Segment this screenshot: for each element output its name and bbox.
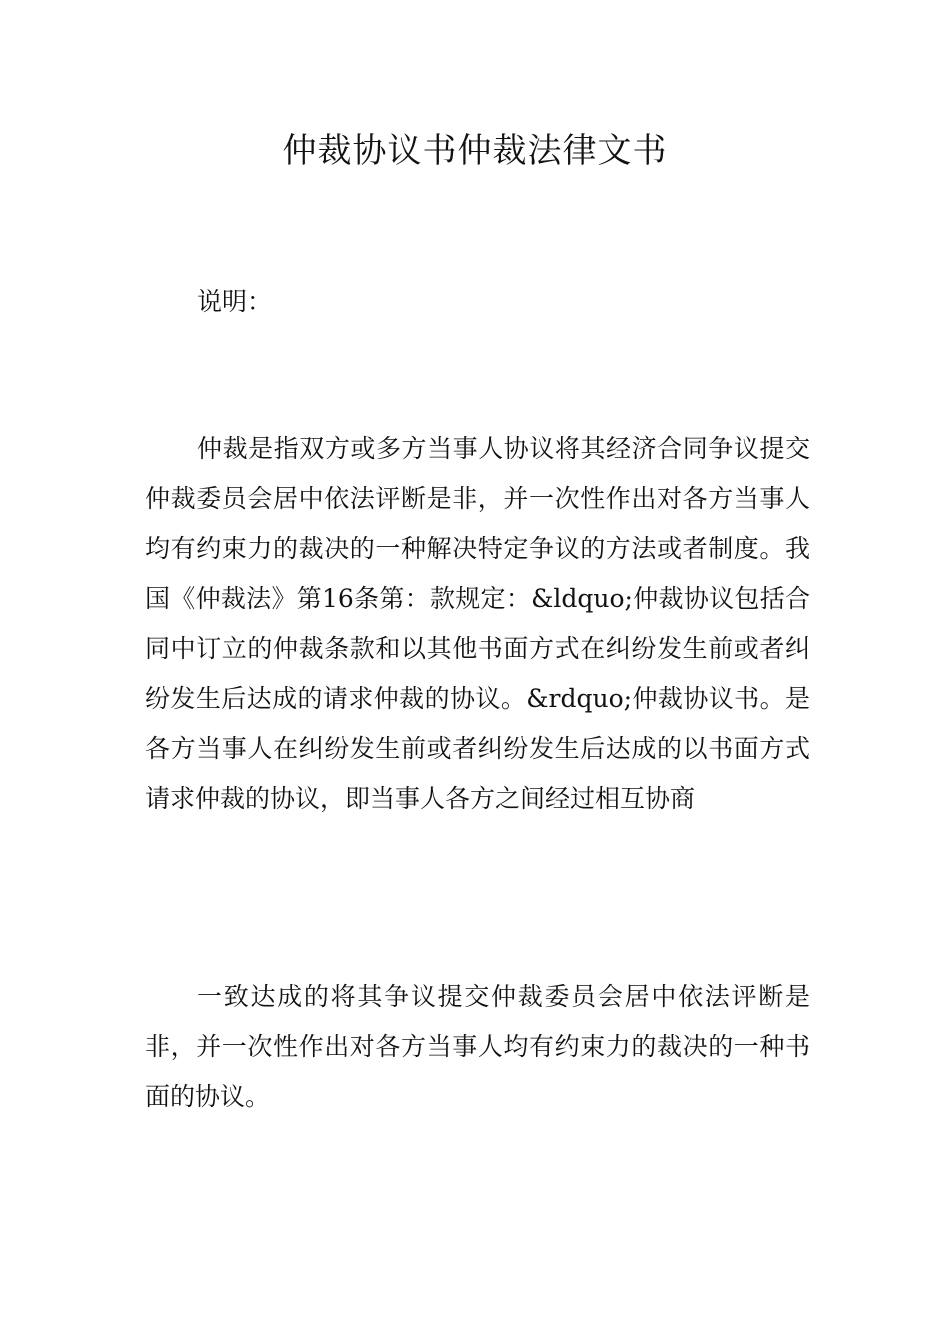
body-paragraph-2: 一致达成的将其争议提交仲裁委员会居中依法评断是非，并一次性作出对各方当事人均有约束力的裁决的一种书面的协议。 <box>145 982 810 1111</box>
explanation-label: 说明： <box>197 287 273 316</box>
body-paragraph-1: 仲裁是指双方或多方当事人协议将其经济合同争议提交仲裁委员会居中依法评断是非，并一次性作出对各方当事人均有约束力的裁决的一种解决特定争议的方法或者制度。我国《仲裁法》第16条第：款规定：&ldquo;仲裁协议包括合同中订立的仲裁条款和以其他书面方式在纠纷发生前或者纠纷发生后达成的请求仲裁的协议。&rdquo;仲裁协议书。是各方当事人在纠纷发生前或者纠纷发生后达成的以书面方式请求仲裁的协议，即当事人各方之间经过相互协商 <box>145 434 810 813</box>
document-title: 仲裁协议书仲裁法律文书 <box>282 131 668 171</box>
